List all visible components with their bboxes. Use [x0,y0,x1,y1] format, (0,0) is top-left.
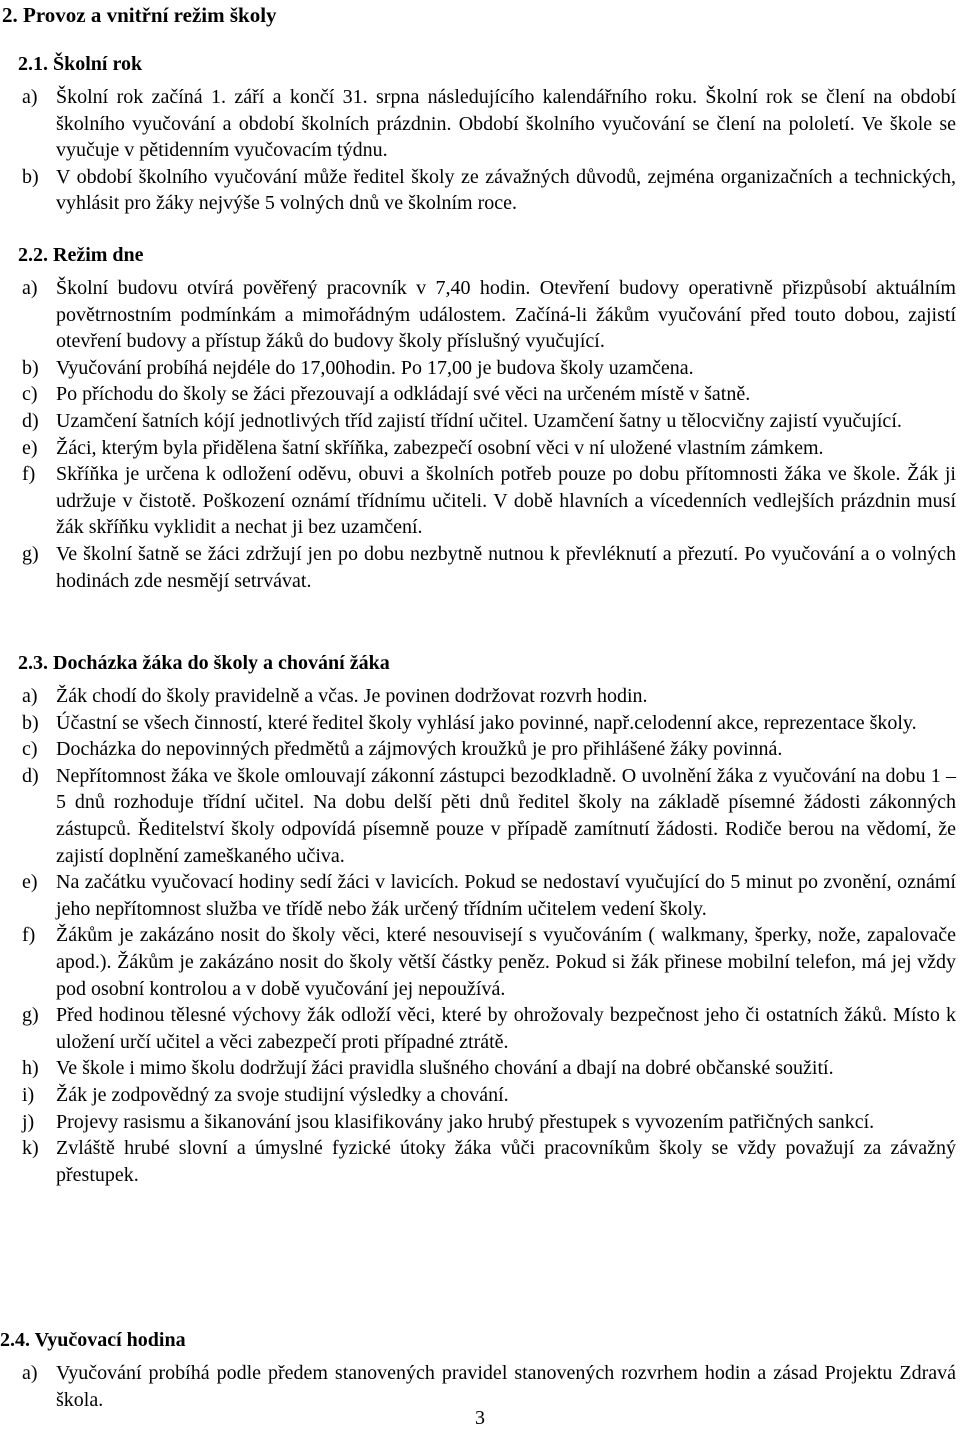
list-item [0,541,960,594]
list-item [0,1082,960,1109]
list-item-text: Nepřítomnost žáka ve škole omlouvají zákonní zástupci bezodkladně. O uvolnění žáka z vyučování na dobu 1 – 5 dnů rozhoduje třídní učitel. Na dobu delší pěti dnů ředitel školy na základě písemné žádosti zákonných zástupců. Ředitelství školy odpovídá písemně pouze v případě zamítnutí žádosti. Rodiče berou na vědomí, že zajistí doplnění zameškaného učiva. [56,764,956,867]
list-item-text: Žák chodí do školy pravidelně a včas. Je povinen dodržovat rozvrh hodin. [56,685,648,707]
list-item [0,869,960,922]
list-item-text: Projevy rasismu a šikanování jsou klasifikovány jako hrubý přestupek s vyvozením patřičných sankcí. [56,1110,875,1133]
list-marker: a) [22,685,38,707]
list-item-text: Vyučování probíhá nejdéle do 17,00hodin. Po 17,00 je budova školy uzamčena. [56,356,694,379]
list-item [0,84,960,164]
section-list [0,84,960,217]
list-item [0,275,960,355]
list-marker: d) [22,409,39,432]
list-marker: c) [22,383,38,406]
list-marker: c) [22,738,38,761]
list-item [0,381,960,408]
list-item-text: Školní budovu otvírá pověřený pracovník v 7,40 hodin. Otevření budovy operativně přizpůsobí aktuálním povětrnostním podmínkám a mimořádným událostem. Začíná-li žákům vyučování před touto dobou, zajistí otevření budovy a přístup žáků do budovy školy příslušný vyučující. [56,277,956,353]
list-marker: i) [22,1083,35,1106]
list-item [0,710,960,737]
list-item [0,408,960,435]
list-item [0,1002,960,1055]
list-item [0,683,960,710]
list-marker: b) [22,165,39,188]
section-heading: 2.2. Režim dne [18,244,144,266]
list-marker: f) [22,924,36,947]
list-marker: e) [22,871,38,894]
list-item-text: Účastní se všech činností, které ředitel školy vyhlásí jako povinné, např.celodenní akce, reprezentace školy. [56,711,917,734]
list-marker: d) [22,764,39,787]
list-item-text: Docházka do nepovinných předmětů a zájmových kroužků je pro přihlášené žáky povinná. [56,738,783,761]
list-item-text: Uzamčení šatních kójí jednotlivých tříd zajistí třídní učitel. Uzamčení šatny u tělocvičny zajistí vyučující. [56,409,902,432]
section-list [0,683,960,1188]
list-item-text: Na začátku vyučovací hodiny sedí žáci v lavicích. Pokud se nedostaví vyučující do 5 minut po zvonění, oznámí jeho nepřítomnost služba ve třídě nebo žák určený třídním učitelem vedení školy. [56,871,956,920]
list-item-text: Před hodinou tělesné výchovy žák odloží věci, které by ohrožovaly bezpečnost jeho či ostatních žáků. Místo k uložení určí učitel a věci zabezpečí proti případné ztrátě. [56,1004,956,1053]
list-marker: g) [22,542,39,565]
section-2-3 [0,650,960,1188]
list-item-text: Školní rok začíná 1. září a končí 31. srpna následujícího kalendářního roku. Školní rok se člení na období školního vyučování a období školních prázdnin. Období školního vyučování se člení na pololetí. Ve škole se vyučuje v pětidenním vyučovacím týdnu. [56,86,956,162]
section-list [0,275,960,594]
page-title: 2. Provoz a vnitřní režim školy [2,3,277,27]
list-marker: a) [22,1362,38,1384]
section-heading: 2.1. Školní rok [18,53,143,75]
section-heading: 2.3. Docházka žáka do školy a chování žáka [18,652,390,674]
section-heading: 2.4. Vyučovací hodina [0,1329,186,1351]
section-2-2 [0,242,960,594]
list-item-text: Žáci, kterým byla přidělena šatní skříňka, zabezpečí osobní věci v ní uložené vlastním zámkem. [56,436,824,459]
list-item-text: Zvláště hrubé slovní a úmyslné fyzické útoky žáka vůči pracovníkům školy se vždy považují za závažný přestupek. [56,1137,956,1186]
list-item [0,461,960,541]
list-marker: e) [22,436,38,459]
list-marker: k) [22,1137,39,1160]
list-marker: j) [22,1110,35,1133]
list-item-text: Po příchodu do školy se žáci přezouvají a odkládají své věci na určeném místě v šatně. [56,383,751,406]
list-item [0,1109,960,1136]
list-marker: b) [22,356,39,379]
section-2-4 [0,1327,960,1413]
list-marker: a) [22,86,38,108]
section-2-1 [0,51,960,217]
list-item-text: Ve školní šatně se žáci zdržují jen po dobu nezbytně nutnou k převléknutí a přezutí. Po vyučování a o volných hodinách zde nesmějí setrvávat. [56,542,956,592]
list-item-text: Žákům je zakázáno nosit do školy věci, které nesouvisejí s vyučováním ( walkmany, šperky, nože, zapalovače apod.). Žákům je zakázáno nosit do školy větší částky peněz. Pokud si žák přinese mobilní telefon, má jej vždy pod osobní kontrolou a v době vyučování jej nepoužívá. [56,924,956,1000]
list-item-text: Skříňka je určena k odložení oděvu, obuvi a školních potřeb pouze po dobu přítomnosti žáka ve škole. Žák ji udržuje v čistotě. Poškození oznámí třídnímu učiteli. V době hlavních a vícedenních vedlejších prázdnin musí žák skříňku vyklidit a nechat ji bez uzamčení. [56,463,956,539]
list-item [0,763,960,869]
page-number: 3 [475,1407,485,1429]
list-item [0,922,960,1002]
list-item [0,736,960,763]
list-item [0,1135,960,1188]
list-marker: g) [22,1004,39,1027]
list-marker: f) [22,463,36,486]
list-item-text: Žák je zodpovědný za svoje studijní výsledky a chování. [56,1083,509,1106]
list-item-text: Ve škole i mimo školu dodržují žáci pravidla slušného chování a dbají na dobré občanské soužití. [56,1057,834,1080]
list-marker: b) [22,711,39,734]
list-item [0,164,960,217]
list-marker: h) [22,1057,39,1080]
list-item-text: Vyučování probíhá podle předem stanovených pravidel stanovených rozvrhem hodin a zásad Projektu Zdravá škola. [56,1362,956,1411]
list-marker: a) [22,277,38,299]
list-item [0,1055,960,1082]
list-item [0,355,960,382]
list-item [0,435,960,462]
list-item-text: V období školního vyučování může ředitel školy ze závažných důvodů, zejména organizačních a technických, vyhlásit pro žáky nejvýše 5 volných dnů ve školním roce. [56,165,956,215]
